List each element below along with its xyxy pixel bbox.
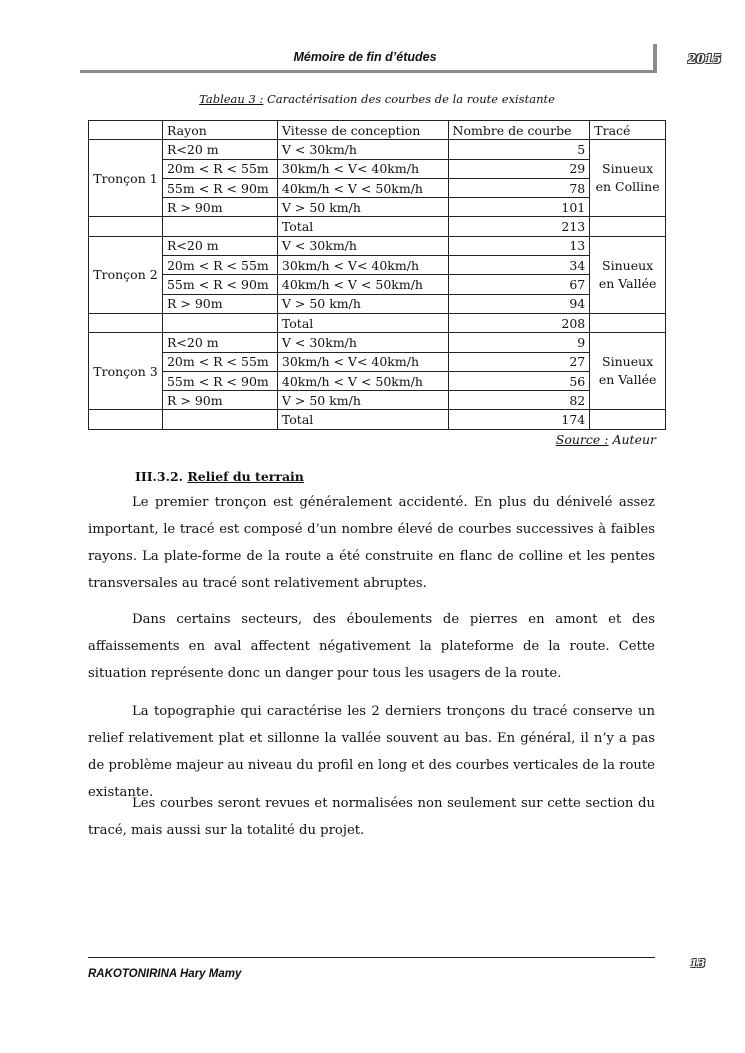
rayon-cell: R > 90m [162, 198, 277, 217]
vitesse-cell: V > 50 km/h [277, 198, 448, 217]
source-label: Source : [555, 432, 609, 447]
paragraph-text: Le premier tronçon est généralement accidenté. En plus du dénivelé assez important, le tracé est composé d’un nombre élevé de courbes successives à faibles rayons. La plate-forme de la route a été construite en flanc de colline et les pentes transversales au tracé sont relativement abruptes. [88, 495, 655, 591]
table-caption-lead: Tableau 3 : [199, 92, 264, 106]
paragraph-text: Dans certains secteurs, des éboulements de pierres en amont et des affaissements en aval affectent négativement la plateforme de la route. Cette situation représente donc un danger pour tous les usagers de la route. [88, 612, 655, 681]
blank-cell [590, 217, 666, 236]
table-header-blank [89, 121, 163, 140]
total-row [89, 410, 666, 429]
header-divider [653, 44, 657, 73]
rayon-cell: R<20 m [162, 236, 277, 255]
vitesse-cell: 30km/h < V< 40km/h [277, 159, 448, 178]
paragraph-text: La topographie qui caractérise les 2 derniers tronçons du tracé conserve un relief relativement plat et sillonne la vallée souvent au bas. En général, il n’y a pas de problème majeur au niveau du profil en long et des courbes verticales de la route existante. [88, 704, 655, 800]
nombre-cell: 34 [448, 256, 590, 275]
nombre-cell: 94 [448, 294, 590, 313]
table-row [89, 140, 666, 159]
table-row [89, 391, 666, 410]
rayon-cell: 20m < R < 55m [162, 256, 277, 275]
paragraph [88, 606, 655, 687]
paragraph-text: Les courbes seront revues et normalisées non seulement sur cette section du tracé, mais aussi sur la totalité du projet. [88, 796, 655, 838]
total-row [89, 217, 666, 236]
table-row [89, 178, 666, 197]
vitesse-cell: 30km/h < V< 40km/h [277, 256, 448, 275]
troncon-label: Tronçon 3 [89, 333, 163, 410]
rayon-cell: 55m < R < 90m [162, 371, 277, 390]
nombre-cell: 56 [448, 371, 590, 390]
vitesse-cell: V < 30km/h [277, 140, 448, 159]
blank-cell [590, 313, 666, 332]
vitesse-cell: V < 30km/h [277, 236, 448, 255]
vitesse-cell: 40km/h < V < 50km/h [277, 178, 448, 197]
table-row [89, 198, 666, 217]
table-row [89, 159, 666, 178]
page-number: 13 [690, 957, 706, 970]
rayon-cell: R<20 m [162, 140, 277, 159]
blank-cell [162, 217, 277, 236]
table-header-cell: Vitesse de conception [277, 121, 448, 140]
header-title: Mémoire de fin d’études [293, 50, 437, 64]
total-row [89, 313, 666, 332]
vitesse-cell: 40km/h < V < 50km/h [277, 371, 448, 390]
section-number: III.3.2. [135, 469, 183, 484]
header-year: 2015 [688, 52, 722, 66]
table-header-row [89, 121, 666, 140]
table-row [89, 256, 666, 275]
table-header-cell: Nombre de courbe [448, 121, 590, 140]
trace-cell: Sinueux en Vallée [590, 236, 666, 313]
total-value: 208 [448, 313, 590, 332]
table-row [89, 294, 666, 313]
nombre-cell: 5 [448, 140, 590, 159]
blank-cell [162, 313, 277, 332]
source-value: Auteur [608, 432, 656, 447]
table-header-cell: Tracé [590, 121, 666, 140]
troncon-label: Tronçon 2 [89, 236, 163, 313]
table-caption-text: Caractérisation des courbes de la route existante [263, 92, 555, 106]
total-label: Total [277, 313, 448, 332]
nombre-cell: 13 [448, 236, 590, 255]
rayon-cell: 20m < R < 55m [162, 352, 277, 371]
curves-table [88, 120, 666, 430]
trace-cell: Sinueux en Vallée [590, 333, 666, 410]
rayon-cell: R > 90m [162, 391, 277, 410]
total-value: 213 [448, 217, 590, 236]
rayon-cell: R > 90m [162, 294, 277, 313]
table-row [89, 275, 666, 294]
footer-author: RAKOTONIRINA Hary Mamy [88, 968, 242, 980]
vitesse-cell: 40km/h < V < 50km/h [277, 275, 448, 294]
section-title: Relief du terrain [187, 469, 304, 484]
total-label: Total [277, 410, 448, 429]
table-header-cell: Rayon [162, 121, 277, 140]
section-heading [135, 469, 304, 484]
footer-rule [88, 957, 655, 958]
table-caption [88, 92, 666, 106]
vitesse-cell: V > 50 km/h [277, 391, 448, 410]
blank-cell [89, 217, 163, 236]
vitesse-cell: 30km/h < V< 40km/h [277, 352, 448, 371]
rayon-cell: 20m < R < 55m [162, 159, 277, 178]
blank-cell [89, 313, 163, 332]
blank-cell [590, 410, 666, 429]
rayon-cell: 55m < R < 90m [162, 275, 277, 294]
vitesse-cell: V > 50 km/h [277, 294, 448, 313]
nombre-cell: 101 [448, 198, 590, 217]
total-label: Total [277, 217, 448, 236]
trace-cell: Sinueux en Colline [590, 140, 666, 217]
table-row [89, 333, 666, 352]
blank-cell [89, 410, 163, 429]
table-row [89, 236, 666, 255]
nombre-cell: 82 [448, 391, 590, 410]
troncon-label: Tronçon 1 [89, 140, 163, 217]
nombre-cell: 78 [448, 178, 590, 197]
table-row [89, 371, 666, 390]
rayon-cell: R<20 m [162, 333, 277, 352]
table-source [556, 432, 656, 447]
header-rule [80, 70, 657, 73]
nombre-cell: 9 [448, 333, 590, 352]
nombre-cell: 27 [448, 352, 590, 371]
table-row [89, 352, 666, 371]
paragraph [88, 790, 655, 844]
total-value: 174 [448, 410, 590, 429]
rayon-cell: 55m < R < 90m [162, 178, 277, 197]
nombre-cell: 67 [448, 275, 590, 294]
nombre-cell: 29 [448, 159, 590, 178]
paragraph [88, 489, 655, 597]
vitesse-cell: V < 30km/h [277, 333, 448, 352]
blank-cell [162, 410, 277, 429]
